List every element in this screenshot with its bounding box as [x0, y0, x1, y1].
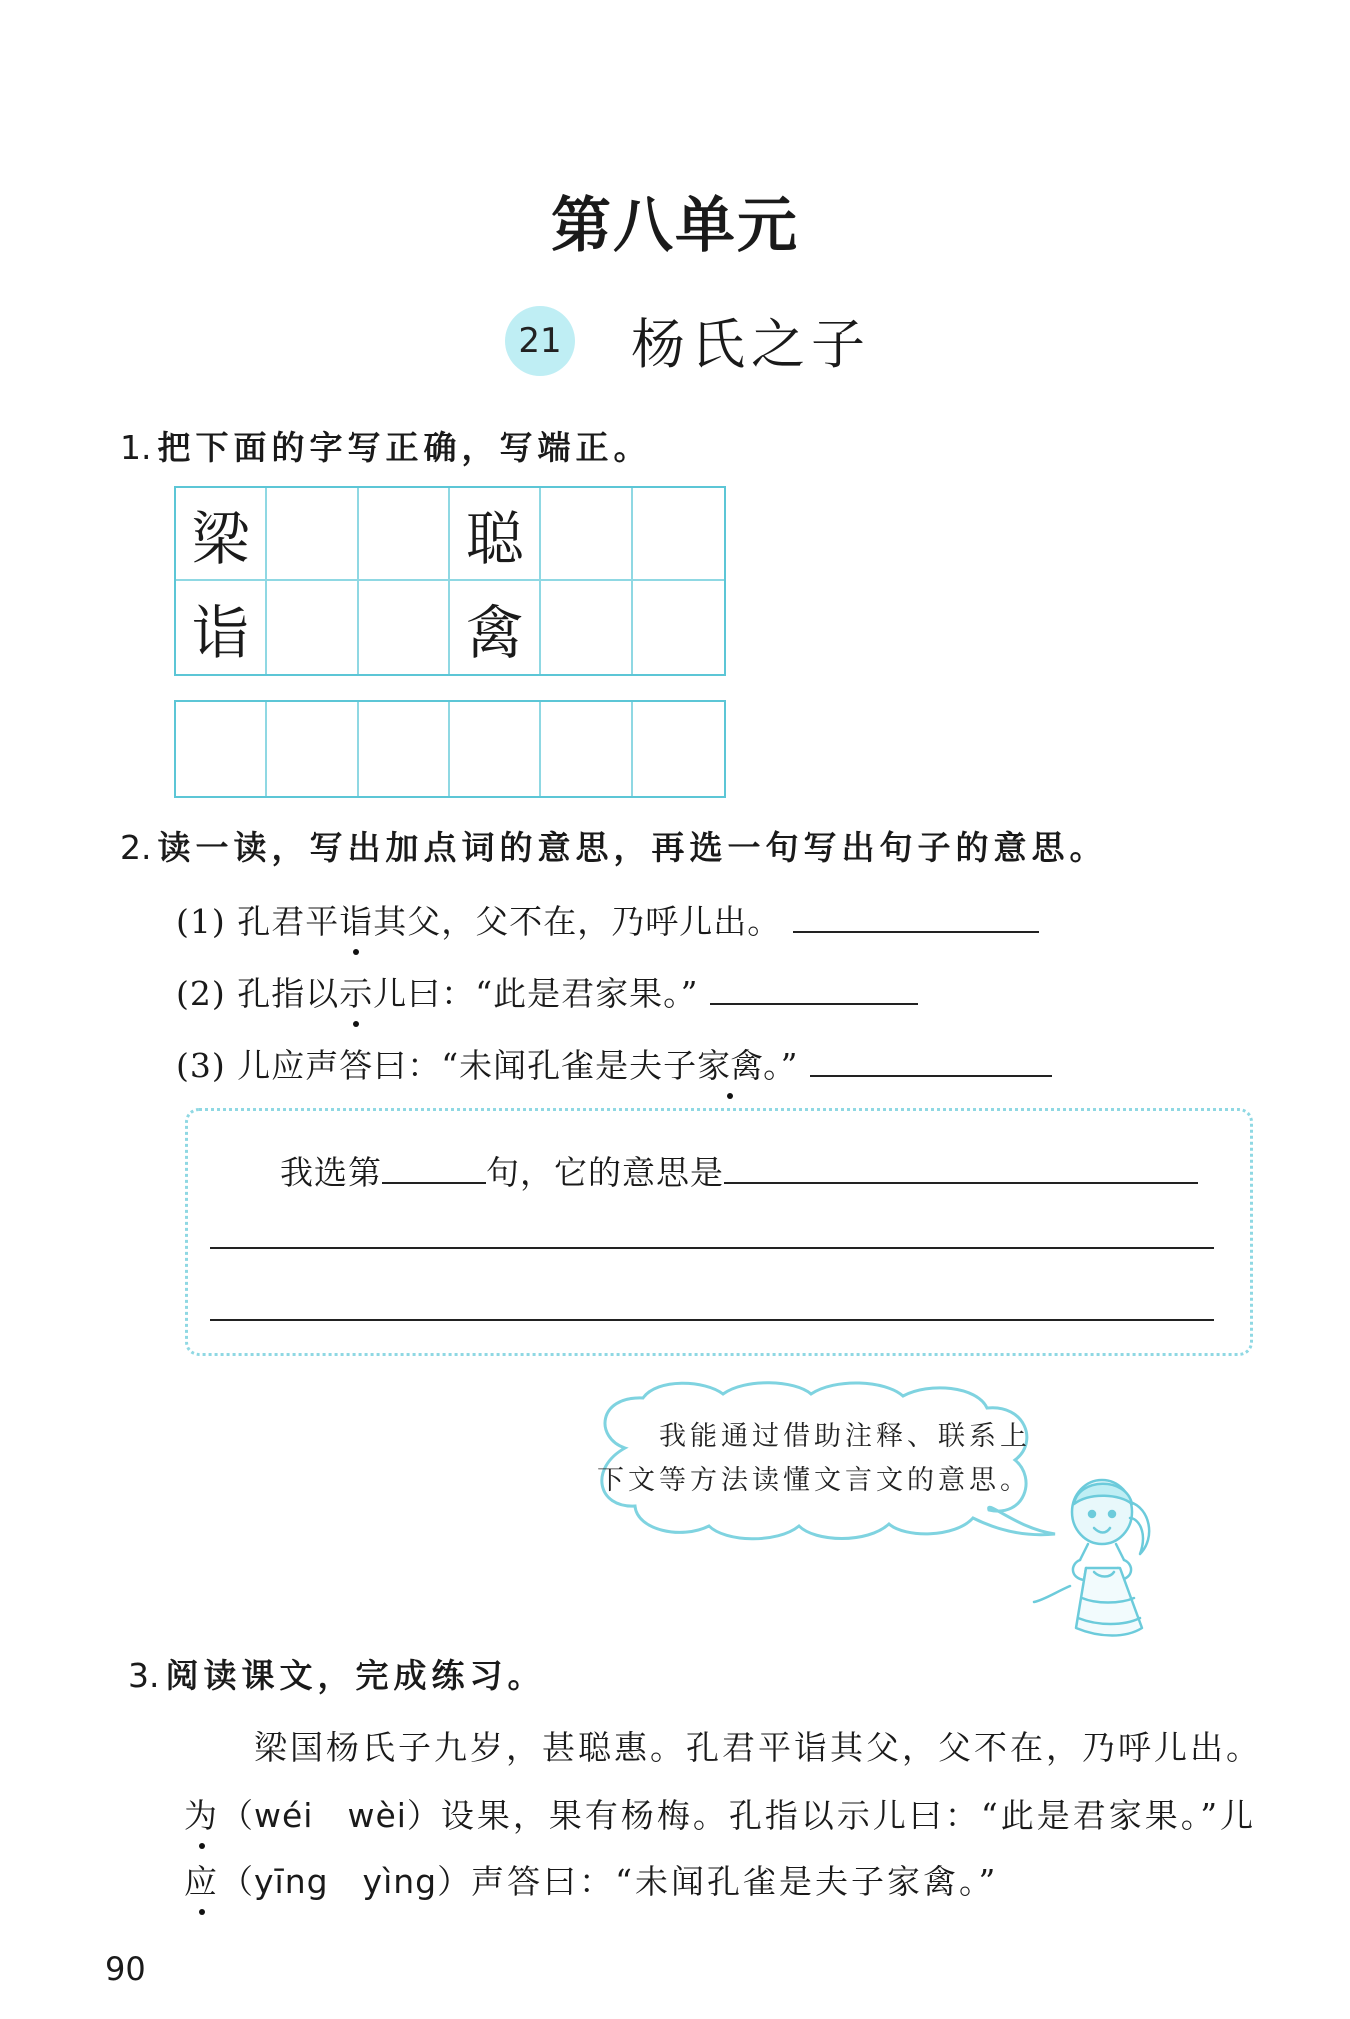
passage-line-1: 梁国杨氏子九岁，甚聪惠。孔君平诣其父，父不在，乃呼儿出。 [254, 1728, 1262, 1767]
choose-line [280, 1147, 1198, 1194]
answer-blank[interactable] [793, 931, 1039, 933]
speech-bubble [585, 1378, 1055, 1548]
item-text: 其父，父不在，乃呼儿出。 [373, 902, 782, 941]
dotted-word: 示 [339, 968, 373, 1015]
grid-cell[interactable] [633, 702, 724, 796]
choose-text: 我选第 [280, 1153, 382, 1192]
writing-grid-1 [174, 486, 726, 676]
answer-line[interactable] [210, 1319, 1214, 1321]
q3-number: 3. [128, 1656, 160, 1695]
q3-prompt: 阅读课文，完成练习。 [165, 1656, 546, 1695]
grid-cell[interactable] [359, 488, 450, 581]
grid-cell[interactable] [267, 702, 358, 796]
lesson-title: 杨氏之子 [631, 313, 871, 376]
item-text: 。” [763, 1046, 799, 1085]
grid-cell[interactable] [541, 488, 632, 581]
sentence-number-blank[interactable] [382, 1182, 486, 1184]
item-label: (2) [176, 974, 226, 1013]
grid-cell[interactable] [359, 702, 450, 796]
choose-text: 句，它的意思是 [486, 1153, 724, 1192]
passage-text: 声答曰：“未闻孔雀是夫子家禽。” [471, 1862, 999, 1901]
grid-cell[interactable] [541, 702, 632, 796]
grid-char-cong: 聪 [450, 488, 541, 581]
pinyin-choice[interactable]: （yīng yìng） [220, 1862, 472, 1901]
item-text: 孔指以 [237, 974, 340, 1013]
answer-line[interactable] [210, 1247, 1214, 1249]
item-text: 孔君平 [237, 902, 340, 941]
q2-prompt: 读一读，写出加点词的意思，再选一句写出句子的意思。 [157, 828, 1108, 867]
item-text: 儿应声答曰：“未闻孔雀是夫子 [237, 1046, 698, 1085]
grid-char-yi: 诣 [176, 581, 267, 674]
grid-cell[interactable] [359, 581, 450, 674]
q1-number: 1. [120, 428, 152, 467]
passage-text: 设果，果有杨梅。孔指以示儿曰：“此是君家果。”儿 [440, 1796, 1257, 1835]
meaning-blank[interactable] [724, 1182, 1198, 1184]
lesson-number-badge: 21 [505, 306, 575, 376]
grid-cell[interactable] [633, 581, 724, 674]
unit-title: 第八单元 [551, 191, 799, 261]
item-label: (3) [176, 1046, 226, 1085]
item-text: 儿曰：“此是君家果。” [373, 974, 699, 1013]
bubble-line-2: 下文等方法读懂文言文的意思。 [597, 1465, 1031, 1496]
q2-item-2 [176, 968, 918, 1015]
item-label: (1) [176, 902, 226, 941]
q1-heading [120, 422, 652, 469]
q1-prompt: 把下面的字写正确，写端正。 [157, 428, 652, 467]
dotted-word: 家禽 [697, 1040, 763, 1087]
q3-heading [128, 1650, 546, 1697]
q2-heading [120, 822, 1108, 869]
bubble-line-1: 我能通过借助注释、联系上 [659, 1421, 1031, 1452]
grid-cell[interactable] [633, 488, 724, 581]
passage-line-2 [184, 1790, 1256, 1837]
answer-blank[interactable] [710, 1003, 918, 1005]
grid-cell[interactable] [541, 581, 632, 674]
writing-grid-2 [174, 700, 726, 798]
dotted-word: 诣 [339, 896, 373, 943]
q2-item-1 [176, 896, 1039, 943]
passage-line-3 [184, 1856, 998, 1903]
dotted-char: 为 [184, 1790, 220, 1837]
grid-char-liang: 梁 [176, 488, 267, 581]
pinyin-choice[interactable]: （wéi wèi） [220, 1796, 441, 1835]
q2-item-3 [176, 1040, 1052, 1087]
page-number: 90 [105, 1950, 146, 1988]
grid-char-qin: 禽 [450, 581, 541, 674]
answer-box [185, 1108, 1253, 1356]
grid-cell[interactable] [267, 488, 358, 581]
grid-cell[interactable] [176, 702, 267, 796]
girl-illustration-icon [1030, 1468, 1180, 1648]
dotted-char: 应 [184, 1856, 220, 1903]
answer-blank[interactable] [810, 1075, 1052, 1077]
q2-number: 2. [120, 828, 152, 867]
grid-cell[interactable] [267, 581, 358, 674]
grid-cell[interactable] [450, 702, 541, 796]
